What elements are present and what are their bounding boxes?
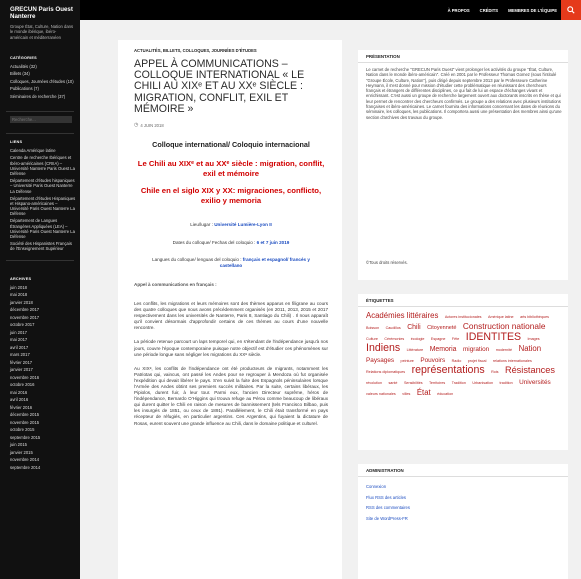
post-categories[interactable]: ACTUALITÉS, BILLETS, COLLOQUES, JOURNÉES D'ÉTUDES <box>134 48 257 53</box>
archive-link[interactable]: mai 2016 <box>10 389 28 395</box>
tag-link[interactable]: Tradition <box>451 381 466 385</box>
tag-link[interactable]: Relations diplomatiques <box>366 370 406 374</box>
presentation-text: Le carnet de recherche "GRECUN Paris Ouest" vient prolonger les activités du groupe "État, Culture, Nation dans le monde ibéro-américain". Créé en 2001 par le Professeur Thomas Gomez (sous l'intitulé "Groupe École, Culture, Nation"), puis dirigé depuis septembre 2013 par le Professeure Catherine Heymann, il s'est donné pour mission d'étudier cette problématique en réunissant des chercheurs français et étrangers de différentes disciplines, ce qui fait de lui un espace d'échanges vivant et enrichissant. C'est aussi un groupe de recherche largement ouvert aux doctorants inscrits en thèse et qui leur permet de rencontrer des chercheurs confirmés. Le groupe a des relations avec plusieurs institutions françaises et ibéro-américaines. Le carnet fournira des informations concernant les dates de réunions du séminaire, les colloques, les publications. Il comportera aussi une présentation des membres ainsi qu'une section d'archives des travaux du groupe. <box>366 67 562 120</box>
tag-link[interactable]: Pouvoirs <box>420 357 446 364</box>
paragraph-2: La période retenue parcourt un laps temporel qui, en s'étendant de l'indépendance jusqu'à nos jours, couvre l'époque contemporaine puisque notre objectif est d'étudier ces phénomènes sur une période longue sans négliger les migrations du XXᵉ siècle. <box>134 339 328 357</box>
sidebar-divider <box>6 260 74 261</box>
sidebar-divider <box>6 133 74 134</box>
languages-value: français et espagnol/ francés y castellano <box>219 256 310 268</box>
admin-link[interactable]: RSS des commentaires <box>366 505 410 511</box>
sidebar-link[interactable]: Département de Langues Étrangères Appliquées (LEA) – Université Paris Ouest Nanterre La Défense <box>10 218 75 240</box>
archive-link[interactable]: mai 2018 <box>10 292 28 298</box>
tags-heading: ÉTIQUETTES <box>366 298 394 303</box>
tag-link[interactable]: Nation <box>518 344 542 353</box>
languages-line <box>134 257 328 269</box>
archive-link[interactable]: janvier 2015 <box>10 449 33 455</box>
admin-heading: ADMINISTRATION <box>366 468 404 473</box>
dates-value: 6 et 7 juin 2019 <box>256 239 290 245</box>
widget-divider <box>358 62 568 63</box>
tag-link[interactable]: Memoria <box>429 346 457 353</box>
tag-link[interactable]: migration <box>462 346 490 353</box>
tag-link[interactable]: Culture <box>366 337 378 341</box>
languages-label: Langues du colloque/ lenguas del coloquio : <box>152 256 243 262</box>
archive-link[interactable]: avril 2017 <box>10 344 29 350</box>
tags-widget <box>358 294 568 450</box>
site-title[interactable]: GRECUN Paris Ouest Nanterre <box>10 6 73 20</box>
tag-link[interactable]: Cérémonies <box>384 337 405 341</box>
archive-link[interactable]: juin 2018 <box>10 284 27 290</box>
heading-chile-es: Chile en el siglo XIX y XX: migraciones, conflicto, exilio y memoria <box>140 186 322 205</box>
archive-link[interactable]: novembre 2014 <box>10 457 40 463</box>
tag-link[interactable]: révolution <box>366 381 382 385</box>
sidebar <box>0 0 80 579</box>
place-value: Université Lumière-Lyon II <box>214 222 272 228</box>
archive-link[interactable]: décembre 2017 <box>10 307 40 313</box>
site-description: Groupe État, Culture, Nation dans le monde ibérique, ibéro-américain et méditerranéen <box>10 24 74 40</box>
tag-link[interactable]: Territoires <box>429 381 446 385</box>
archives-list <box>0 284 80 472</box>
admin-link[interactable]: Flux RSS des articles <box>366 494 407 500</box>
nav-item[interactable]: À PROPOS <box>447 7 470 13</box>
tag-link[interactable]: Amérique latine <box>487 315 514 319</box>
archive-link[interactable]: mai 2017 <box>10 337 28 343</box>
tag-link[interactable]: Urbanisation <box>472 381 494 385</box>
tag-link[interactable]: Boisson <box>366 326 380 330</box>
top-bar <box>80 0 581 20</box>
paragraph-3: Au XIXᵉ, les conflits de l'indépendance ont été producteurs de migrants, notamment les Patriotas qui, vaincus, ont passé les Andes pour se regrouper à Mendoza où fut organisée l'expédition qui devait libérer le pays. S'en suivit la fuite des Espagnols péninsulaires lorsque l'Armée des Andes obtint ses premiers succès militaires. Par la suite, certains libéraux, les Pipiolos, durent fuir, à leur tour. Parmi eux, l'ancien Directeur suprême, héros de l'indépendance, Bernardo O'Higgins qui trouva refuge au Pérou comme beaucoup de libéraux qui durent quitter le Chili en raison de mesures de bannissement (tels Francisco Bilbao, puis les insurgés de 1851, ou ceux de 1891). Parallèlement, le Chili était transformé en pays récepteur de réfugiés, en particulier argentins. Ces Argentins, qui fuyaient la dictature de Rosas, eurent souvent une grande influence au Chili, dans le domaine politique et culturel. <box>134 365 328 426</box>
archive-link[interactable]: novembre 2016 <box>10 374 40 380</box>
archive-link[interactable]: janvier 2018 <box>10 299 33 305</box>
post-title: APPEL À COMMUNICATIONS – COLLOQUE INTERNATIONAL « LE CHILI AU XIXᵉ ET AU XXᵉ SIÈCLE : MIGRATION, CONFLIT, EXIL ET MÉMOIRE » <box>134 58 305 115</box>
archive-link[interactable]: juin 2015 <box>10 442 27 448</box>
tag-link[interactable]: Fête <box>451 337 460 341</box>
post-meta <box>118 115 342 128</box>
tag-link[interactable]: projet fiscal <box>467 359 487 363</box>
category-link[interactable]: Billets (34) <box>10 71 30 77</box>
tag-link[interactable]: modernité <box>495 348 513 352</box>
tag-link[interactable]: Chili <box>407 324 421 331</box>
archive-link[interactable]: décembre 2015 <box>10 412 40 418</box>
archive-link[interactable]: juin 2017 <box>10 329 27 335</box>
archive-link[interactable]: septembre 2014 <box>10 464 41 470</box>
archive-link[interactable]: avril 2016 <box>10 397 29 403</box>
sidebar-link[interactable]: Département d'études hispaniques – Université Paris Ouest Nanterre La Défense <box>10 178 75 194</box>
archive-link[interactable]: novembre 2015 <box>10 419 40 425</box>
tag-link[interactable]: Indiens <box>366 342 401 354</box>
tag-link[interactable]: Caudillos <box>385 326 401 330</box>
tag-link[interactable]: État <box>416 388 431 397</box>
admin-links <box>358 482 410 524</box>
category-link[interactable]: Colloques, Journées d'études (10) <box>10 78 74 84</box>
tag-link[interactable]: Construction nationale <box>462 321 546 331</box>
top-nav <box>438 0 557 20</box>
category-link[interactable]: Publications (7) <box>10 86 39 92</box>
place-line <box>134 222 328 228</box>
links-heading: LIENS <box>10 140 23 145</box>
links-list <box>0 148 80 251</box>
categories-heading: CATÉGORIES <box>10 55 37 60</box>
archive-link[interactable]: octobre 2015 <box>10 427 35 433</box>
tag-link[interactable]: tradition <box>499 381 513 385</box>
sidebar-link[interactable]: Société des Hispanistes Français de l'Enseignement Supérieur <box>10 241 72 252</box>
call-heading: Appel à communications en français : <box>134 281 217 287</box>
paragraph-1: Les conflits, les migrations et leurs mémoires sont des thèmes apparus en filigrane au cours des quatre colloques que nous avons précédemment organisés (en 2011, 2013, 2015 et 2017 respectivement dans les universités de Nanterre, Paris 8, Santiago du Chili) . Il nous apparaît qu'il convient désormais d'approfondir certains de ces thèmes au cours d'une nouvelle rencontre. <box>134 300 328 331</box>
tag-link[interactable]: peinture <box>400 359 414 363</box>
archive-link[interactable]: septembre 2015 <box>10 434 41 440</box>
archive-link[interactable]: novembre 2017 <box>10 314 40 320</box>
rights-text: ©Tous droits réservés. <box>366 260 408 265</box>
tag-link[interactable]: Images <box>527 337 540 341</box>
archives-heading: ARCHIVES <box>10 276 32 281</box>
tag-link[interactable]: Actores institucionales <box>444 315 482 319</box>
widget-divider <box>358 476 568 477</box>
archive-link[interactable]: mars 2017 <box>10 352 30 358</box>
archive-link[interactable]: janvier 2017 <box>10 367 33 373</box>
heading-colloque: Colloque international/ Coloquio internacional <box>152 140 310 150</box>
categories-list <box>0 63 80 101</box>
tag-link[interactable]: Littérature <box>406 348 424 352</box>
tag-link[interactable]: Paysages <box>366 357 395 364</box>
tag-link[interactable]: Citoyenneté <box>427 325 457 331</box>
admin-link[interactable]: Connexion <box>366 484 387 489</box>
dates-line <box>134 240 328 246</box>
tag-link[interactable]: Sensibilités <box>403 381 423 385</box>
tag-link[interactable]: Résistances <box>504 365 555 375</box>
presentation-heading: PRÉSENTATION <box>366 54 400 59</box>
tag-link[interactable]: IDENTITES <box>465 331 522 343</box>
category-link[interactable]: Séminaires de recherche (37) <box>10 93 66 99</box>
tag-cloud <box>366 310 562 398</box>
article <box>118 40 342 579</box>
tag-link[interactable]: villes <box>402 392 411 396</box>
tag-link[interactable]: représentations <box>411 364 485 376</box>
category-link[interactable]: Actualités (32) <box>10 63 37 69</box>
heading-chili-fr: Le Chili au XIXᵉ et au XXᵉ siècle : migration, conflit, exil et mémoire <box>137 159 325 178</box>
tag-link[interactable]: écologie <box>410 337 425 341</box>
tag-link[interactable]: Rois <box>491 370 499 374</box>
dates-label: Dates du colloque/ Fechas del coloquio : <box>172 239 257 245</box>
sidebar-link[interactable]: Calenda Amérique latine <box>10 148 56 154</box>
clock-icon: ◷ <box>134 122 139 129</box>
archive-link[interactable]: février 2017 <box>10 359 33 365</box>
widget-area <box>358 40 581 579</box>
tag-link[interactable]: Académies littéraires <box>366 311 439 320</box>
tag-link[interactable]: Espagne <box>430 337 446 341</box>
tag-link[interactable]: valeurs nationales <box>366 392 396 396</box>
search-toggle-button[interactable] <box>561 0 581 20</box>
place-label: Lieu/lugar : <box>190 222 215 228</box>
search-input[interactable] <box>10 116 72 123</box>
tag-link[interactable]: Radio <box>451 359 462 363</box>
sidebar-link[interactable]: Département d'études Hispaniques et Hispano-américaines – Université Paris Ouest Nanterre La Défense <box>10 195 76 217</box>
tag-link[interactable]: éducation <box>437 392 454 396</box>
sidebar-divider <box>6 111 74 112</box>
tag-link[interactable]: relations internationales <box>492 359 532 363</box>
archive-link[interactable]: octobre 2016 <box>10 382 35 388</box>
post-body <box>118 142 342 427</box>
nav-item[interactable]: MEMBRES DE L'ÉQUIPE <box>508 7 557 13</box>
tag-link[interactable]: santé <box>388 381 398 385</box>
post-date[interactable]: 4 JUIN 2018 <box>140 122 164 128</box>
tag-link[interactable]: arts bibliothèques <box>520 315 549 319</box>
archive-link[interactable]: février 2016 <box>10 404 33 410</box>
archive-link[interactable]: octobre 2017 <box>10 322 35 328</box>
widget-divider <box>358 306 568 307</box>
sidebar-link[interactable]: Centre de recherche Ibériques et Ibéro-américaines (CRIIA) – Université Nanterre Paris Ouest La Défense <box>10 155 75 177</box>
admin-widget <box>358 464 568 579</box>
magnifier-icon <box>567 6 575 14</box>
nav-item[interactable]: CRÉDITS <box>479 7 499 13</box>
tag-link[interactable]: Universités <box>519 379 551 386</box>
presentation-widget <box>358 50 568 280</box>
admin-link[interactable]: Site de WordPress-FR <box>366 515 408 521</box>
